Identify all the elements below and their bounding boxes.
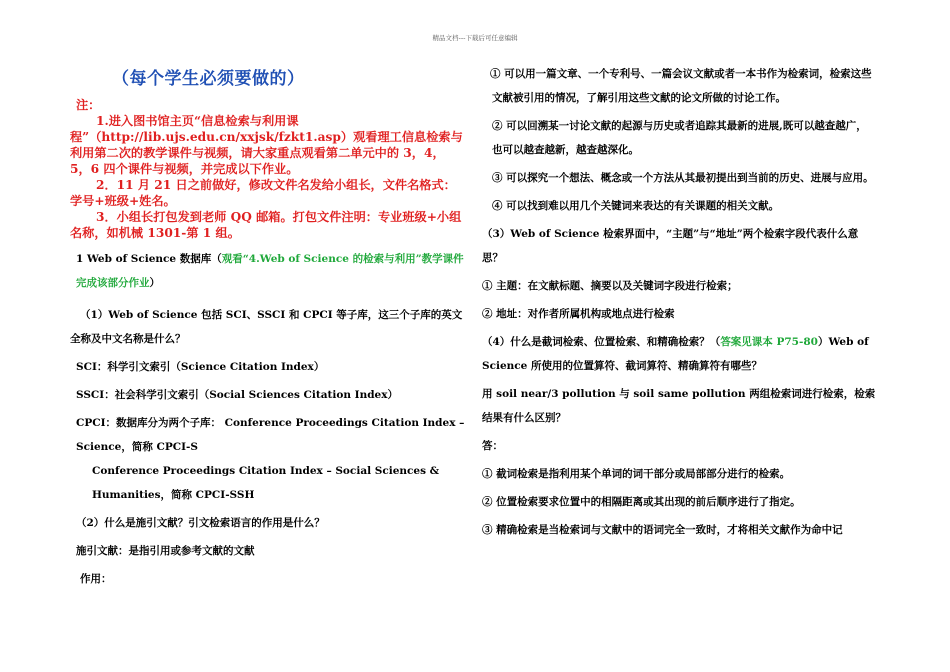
- answer-4-truncation: ① 截词检索是指利用某个单词的词干部分或局部部分进行的检索。: [482, 468, 791, 480]
- question-2: （2）什么是施引文献？引文检索语言的作用是什么？: [76, 517, 325, 529]
- answer-ssci: SSCI：社会科学引文索引（Social Sciences Citation Index）: [76, 389, 398, 401]
- section-1-hint: 观看“4.Web of Science 的检索与利用”教学课件完成该部分作业: [76, 253, 464, 289]
- section-1-heading: 1 Web of Science 数据库（观看“4.Web of Science 的检索与利用”教学课件完成该部分作业）: [76, 253, 464, 289]
- answer-3-address: ② 地址：对作者所属机构或地点进行检索: [482, 308, 675, 320]
- answer-4-position: ② 位置检索要求位置中的相隔距离或其出现的前后顺序进行了指定。: [482, 496, 801, 508]
- use-1: ① 可以用一篇文章、一个专利号、一篇会议文献或者一本书作为检索词，检索这些文献被引用的情况，了解引用这些文献的论文所做的讨论工作。: [490, 68, 872, 104]
- use-3: ③ 可以探究一个想法、概念或一个方法从其最初提出到当前的历史、进展与应用。: [492, 172, 874, 184]
- answer-3-topic: ① 主题：在文献标题、摘要以及关键词字段进行检索；: [482, 280, 738, 292]
- answer-cpci-2: Conference Proceedings Citation Index – Social Sciences & Humanities，简称 CPCI-SSH: [92, 465, 440, 501]
- question-3: （3）Web of Science 检索界面中，“主题”与“地址”两个检索字段代表什么意思？: [482, 228, 859, 264]
- use-2: ② 可以回溯某一讨论文献的起源与历史或者追踪其最新的进展,既可以越查越广，也可以越查越新，越查越深化。: [492, 120, 867, 156]
- question-4: （4）什么是截词检索、位置检索、和精确检索？（答案见课本 P75-80）Web of Science 所使用的位置算符、截词算符、精确算符有哪些？: [482, 336, 869, 372]
- answer-cpci-1: CPCI：数据库分为两个子库： Conference Proceedings Citation Index – Science，简称 CPCI-S: [76, 417, 465, 453]
- use-4: ④ 可以找到难以用几个关键词来表达的有关课题的相关文献。: [492, 200, 780, 212]
- notice-item-3: 3．小组长打包发到老师 QQ 邮箱。打包文件注明：专业班级+小组名称，如机械 1301-第 1 组。: [70, 210, 462, 240]
- question-1: （1）Web of Science 包括 SCI、SSCI 和 CPCI 等子库，这三个子库的英文全称及中文名称是什么？: [70, 309, 463, 345]
- notice-item-2: 2．11 月 21 日之前做好，修改文件名发给小组长，文件名格式：学号+班级+姓名。: [70, 178, 456, 208]
- left-column: [70, 62, 465, 591]
- notice-item-1: 1.进入图书馆主页“信息检索与利用课程”（http://lib.ujs.edu.cn/xxjsk/fzkt1.asp）观看理工信息检索与利用第二次的教学课件与视频，请大家重点观看第二单元中的 3，4，5，6 四个课件与视频，并完成以下作业。: [70, 114, 463, 176]
- question-4b: 用 soil near/3 pollution 与 soil same pollution 两组检索词进行检索，检索结果有什么区别？: [482, 388, 876, 424]
- page-title: （每个学生必须要做的）: [112, 69, 305, 89]
- answer-2: 施引文献：是指引用或参考文献的文献: [76, 545, 255, 557]
- answer-4-exact: ③ 精确检索是当检索词与文献中的语词完全一致时，才将相关文献作为命中记: [482, 524, 843, 536]
- right-column: [482, 62, 877, 542]
- notice-label: 注：: [76, 98, 101, 112]
- answer-2-use: 作用：: [80, 573, 112, 585]
- question-4-hint: 答案见课本 P75-80: [720, 336, 818, 348]
- header-note: 精品文档---下载后可任意编辑: [432, 34, 518, 42]
- answer-sci: SCI：科学引文索引（Science Citation Index）: [76, 361, 325, 373]
- answer-label: 答：: [482, 440, 503, 452]
